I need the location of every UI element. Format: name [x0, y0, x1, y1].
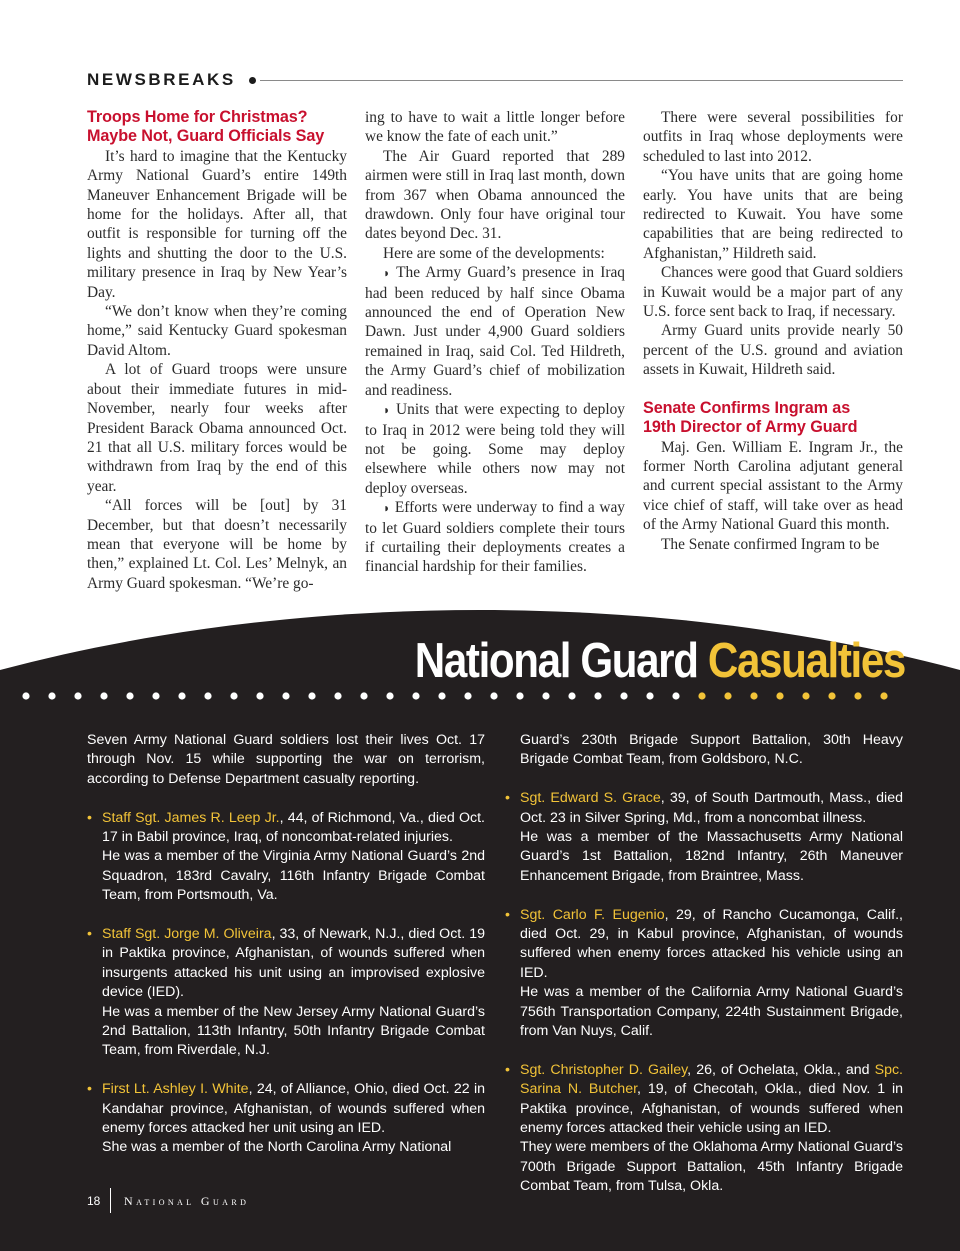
casualties-intro: Seven Army National Guard soldiers lost their lives Oct. 17 through Nov. 15 while supporting the war on terrorism, according to Defense Department casualty reporting.: [87, 732, 485, 787]
article1-paragraph: It’s hard to imagine that the Kentucky Army National Guard’s entire 149th Maneuver Enhancement Brigade will be home for the holidays. After all, that outfit is responsible for turning off the lights and shutting the door to the U.S. military presence in Iraq by New Year’s Day.: [87, 147, 347, 301]
divider-dot: [438, 692, 445, 699]
footer-divider: [110, 1188, 111, 1213]
article1-headline: Troops Home for Christmas? Maybe Not, Guard Officials Say: [87, 108, 325, 146]
casualties-column-1: [87, 731, 485, 1158]
divider-dot: [204, 692, 211, 699]
article1-paragraph: Army Guard units provide nearly 50 percent of the U.S. ground and aviation assets in Kuwait, Hildreth said.: [643, 322, 903, 379]
divider-dot: [750, 692, 757, 699]
divider-dot: [100, 692, 107, 699]
casualty-name: First Lt. Ashley I. White: [102, 1081, 249, 1098]
article1-paragraph: “We don’t know when they’re coming home,” said Kentucky Guard spokesman David Altom.: [87, 303, 347, 359]
article1-paragraph: There were several possibilities for outfits in Iraq whose deployments were scheduled to last into 2012.: [643, 109, 903, 165]
divider-dot: [724, 692, 731, 699]
divider-dot: [776, 692, 783, 699]
divider-dot: [22, 692, 29, 699]
casualty-name: Sgt. Edward S. Grace: [520, 790, 661, 807]
divider-dot: [646, 692, 653, 699]
casualty-entry: • Staff Sgt. James R. Leep Jr., 44, of Richmond, Va., died Oct. 17 in Babil province, Iraq, of noncombat-related injuries. He was a member of the Virginia Army National Guard’s 2nd Squadron, 183rd Cavalry, 116th Infantry Brigade Combat Team, from Portsmouth, Va.: [87, 809, 485, 906]
divider-dot: [256, 692, 263, 699]
casualty-name: Sgt. Christopher D. Gailey: [520, 1061, 688, 1078]
divider-dot: [698, 692, 705, 699]
divider-dot: [360, 692, 367, 699]
casualty-unit: She was a member of the North Carolina Army National: [102, 1139, 452, 1156]
article1-bullet: ◗ Efforts were underway to find a way to let Guard soldiers complete their tours if curtailing their deployments creates a financial hardship for their families.: [365, 499, 625, 576]
divider-dot: [516, 692, 523, 699]
casualty-unit: He was a member of the New Jersey Army National Guard’s 2nd Battalion, 113th Infantry, 50th Infantry Brigade Combat Team, from Riverdale, N.J.: [102, 1003, 485, 1059]
casualty-unit: He was a member of the Virginia Army National Guard’s 2nd Squadron, 183rd Cavalry, 116th Infantry Brigade Combat Team, from Portsmouth, Va.: [102, 848, 485, 904]
casualty-unit: He was a member of the California Army National Guard’s 756th Transportation Company, 224th Sustainment Brigade, from Van Nuys, Calif.: [520, 984, 903, 1040]
divider-dot: [334, 692, 341, 699]
divider-dot: [672, 692, 679, 699]
divider-dot: [74, 692, 81, 699]
divider-dot: [48, 692, 55, 699]
divider-dot: [126, 692, 133, 699]
casualties-title: National Guard Casualties: [414, 634, 905, 688]
casualty-name: Spc. Sarina N. Butcher: [520, 1061, 903, 1098]
casualty-unit: They were members of the Oklahoma Army National Guard’s 700th Brigade Support Battalion, 45th Infantry Brigade Combat Team, from Tulsa, Okla.: [520, 1139, 903, 1195]
divider-dot: [854, 692, 861, 699]
divider-dot: [152, 692, 159, 699]
bullet-arrow-icon: ◗: [383, 266, 391, 281]
article1-paragraph: Here are some of the developments:: [383, 244, 605, 262]
casualty-entry: • First Lt. Ashley I. White, 24, of Alliance, Ohio, died Oct. 22 in Kandahar province, Afghanistan, of wounds suffered when enemy forces attacked her unit using an IED. She was a member of the North Carolina Army National: [87, 1080, 485, 1158]
article1-paragraph: The Air Guard reported that 289 airmen were still in Iraq last month, down from 367 when Obama announced the drawdown. Only four have original tour dates beyond Dec. 31.: [365, 147, 625, 243]
divider-dot: [308, 692, 315, 699]
casualty-entry: • Sgt. Edward S. Grace, 39, of South Dartmouth, Mass., died Oct. 23 in Silver Spring, Md., from a noncombat illness. He was a member of the Massachusetts Army National Guard’s 1st Battalion, 182nd Infantry, 26th Maneuver Enhancement Brigade, from Braintree, Mass.: [505, 789, 903, 886]
divider-dot: [282, 692, 289, 699]
publication-name: National Guard: [124, 1194, 250, 1208]
article2-paragraph: The Senate confirmed Ingram to be: [661, 535, 880, 553]
article2-paragraph: Maj. Gen. William E. Ingram Jr., the former North Carolina adjutant general and current special assistant to the Army vice chief of staff, will take over as head of the Army National Guard this month.: [643, 438, 903, 534]
article-column-3: [643, 108, 903, 554]
casualty-unit: He was a member of the Massachusetts Army National Guard’s 1st Battalion, 182nd Infantry, 26th Maneuver Enhancement Brigade, from Braintree, Mass.: [520, 829, 903, 884]
casualty-name: Sgt. Carlo F. Eugenio: [520, 906, 665, 923]
casualty-unit-continued: Guard’s 230th Brigade Support Battalion, 30th Heavy Brigade Combat Team, from Goldsboro, N.C.: [520, 732, 903, 768]
casualty-entry: • Staff Sgt. Jorge M. Oliveira, 33, of Newark, N.J., died Oct. 19 in Paktika province, Afghanistan, of wounds suffered when insurgents attacked his unit using an improvised explosive device (IED). He was a member of the New Jersey Army National Guard’s 2nd Battalion, 113th Infantry, 50th Infantry Brigade Combat Team, from Riverdale, N.J.: [87, 925, 485, 1061]
casualty-entry: • Sgt. Carlo F. Eugenio, 29, of Rancho Cucamonga, Calif., died Oct. 29, in Kabul province, Afghanistan, of wounds suffered when enemy forces attacked his vehicle using an IED. He was a member of the California Army National Guard’s 756th Transportation Company, 224th Sustainment Brigade, from Van Nuys, Calif.: [505, 906, 903, 1042]
section-heading: NEWSBREAKS: [87, 70, 236, 89]
divider-dot: [412, 692, 419, 699]
divider-dot: [386, 692, 393, 699]
divider-dot: [594, 692, 601, 699]
dot-divider: [0, 690, 960, 702]
heading-rule: [260, 80, 903, 81]
heading-dot: [249, 77, 256, 84]
article1-paragraph: Chances were good that Guard soldiers in Kuwait would be a major part of any U.S. force sent back to Iraq, if necessary.: [643, 264, 903, 321]
divider-dot: [230, 692, 237, 699]
divider-dot: [828, 692, 835, 699]
article1-paragraph: “You have units that are going home early. You have units that are being redirected to Kuwait. You have some capabilities that are being redirected to Afghanistan,” Hildreth said.: [643, 167, 903, 262]
divider-dot: [490, 692, 497, 699]
casualty-name: Staff Sgt. James R. Leep Jr.: [102, 809, 280, 826]
article1-paragraph: A lot of Guard troops were unsure about their immediate futures in mid-November, nearly four weeks after President Barack Obama announced Oct. 21 that all U.S. military forces would be withdrawn from Iraq by the end of this year.: [87, 361, 347, 495]
divider-dot: [880, 692, 887, 699]
divider-dot: [542, 692, 549, 699]
divider-dot: [802, 692, 809, 699]
divider-dot: [568, 692, 575, 699]
page-number: 18: [87, 1194, 101, 1208]
bullet-arrow-icon: ◗: [383, 501, 391, 516]
article-column-1: [87, 108, 347, 593]
bullet-arrow-icon: ◗: [383, 403, 391, 418]
article2-headline: Senate Confirms Ingram as 19th Director of Army Guard: [643, 398, 858, 437]
divider-dot: [178, 692, 185, 699]
article1-bullet: ◗ The Army Guard’s presence in Iraq had been reduced by half since Obama announced the end of Operation New Dawn. Just under 4,900 Guard soldiers remained in Iraq, said Col. Ted Hildreth, the Army Guard’s chief of mobilization and readiness.: [365, 264, 625, 399]
casualty-entry: • Sgt. Christopher D. Gailey, 26, of Ochelata, Okla., and Spc. Sarina N. Butcher, 19, of Checotah, Okla., died Nov. 1 in Paktika province, Afghanistan, of wounds suffered when enemy forces attacked their vehicle using an IED. They were members of the Oklahoma Army National Guard’s 700th Brigade Support Battalion, 45th Infantry Brigade Combat Team, from Tulsa, Okla.: [505, 1061, 903, 1197]
divider-dot: [464, 692, 471, 699]
article1-bullet: ◗ Units that were expecting to deploy to Iraq in 2012 were being told they will not be going. Some may deploy elsewhere while others now may not deploy overseas.: [365, 401, 625, 497]
article1-paragraph: ing to have to wait a little longer before we know the fate of each unit.”: [365, 109, 625, 146]
article-column-2: [365, 108, 625, 577]
divider-dot: [620, 692, 627, 699]
casualties-column-2: [505, 731, 903, 1197]
article1-paragraph: “All forces will be [out] by 31 December, but that doesn’t necessarily mean that everyone will be home by then,” explained Lt. Col. Les’ Melnyk, an Army Guard spokesman. “We’re go-: [87, 497, 347, 592]
casualty-name: Staff Sgt. Jorge M. Oliveira: [102, 926, 272, 943]
